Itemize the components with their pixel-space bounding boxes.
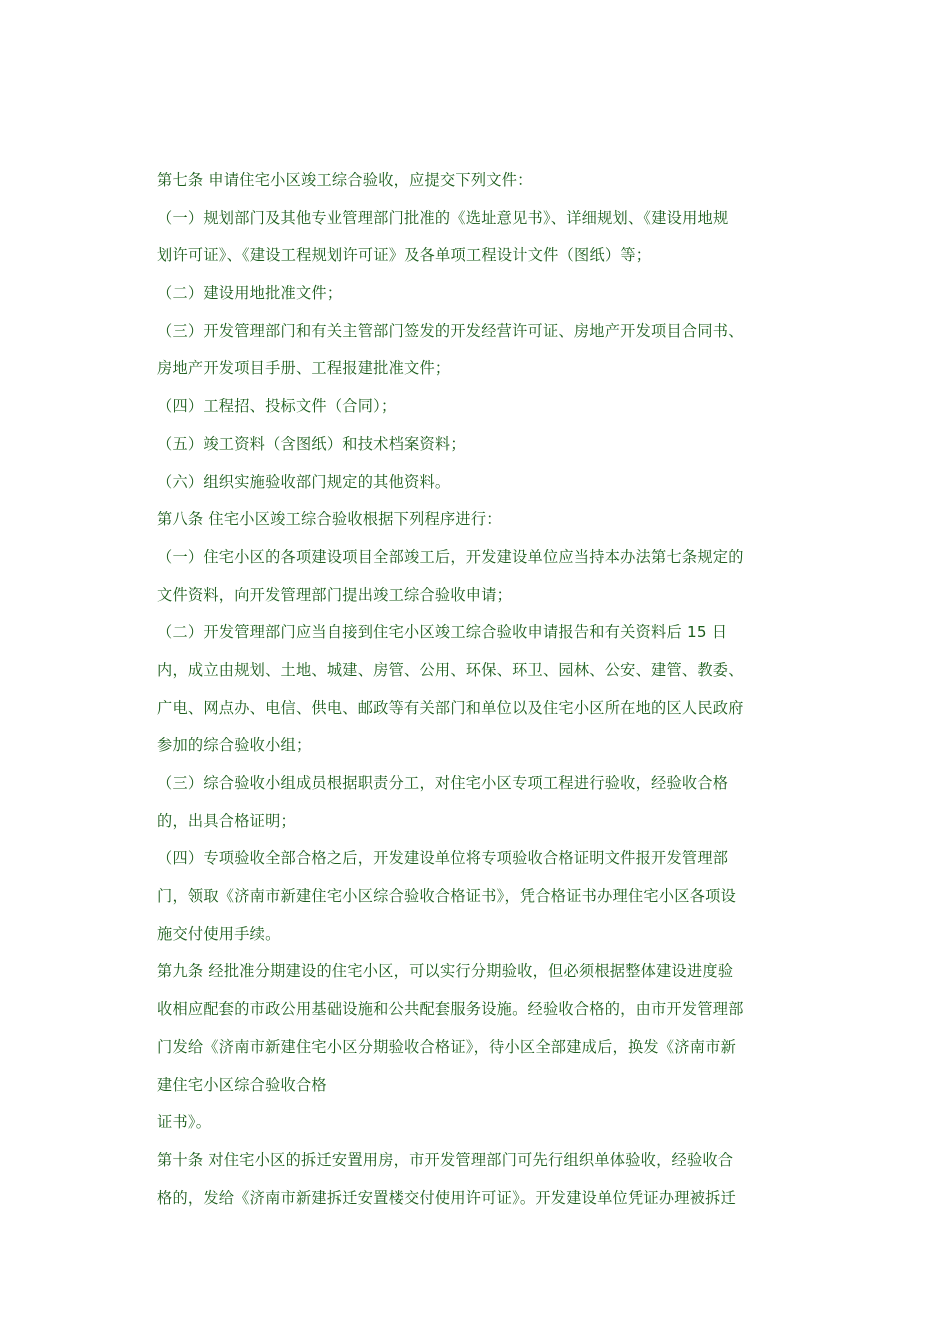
- article-7-item-4: （四）工程招、投标文件（合同）；: [157, 397, 397, 416]
- article-9-line-5: 证书》。: [157, 1113, 212, 1132]
- document-body: [157, 166, 797, 1221]
- article-7-item-3-line-2: 房地产开发项目手册、工程报建批准文件；: [157, 359, 451, 378]
- article-8-heading: 第八条 住宅小区竣工综合验收根据下列程序进行：: [157, 510, 502, 529]
- article-7-item-1-line-2: 划许可证》、《建设工程规划许可证》及各单项工程设计文件（图纸）等；: [157, 246, 652, 265]
- article-7-item-2: （二）建设用地批准文件；: [157, 284, 343, 303]
- article-7-item-1-line-1: （一）规划部门及其他专业管理部门批准的《选址意见书》、详细规划、《建设用地规: [157, 208, 729, 227]
- article-10-line-2: 格的，发给《济南市新建拆迁安置楼交付使用许可证》。开发建设单位凭证办理被拆迁: [157, 1188, 737, 1207]
- article-9-line-1: 第九条 经批准分期建设的住宅小区，可以实行分期验收，但必须根据整体建设进度验: [157, 962, 734, 981]
- article-8-item-1-line-2: 文件资料，向开发管理部门提出竣工综合验收申请；: [157, 585, 513, 604]
- article-8-item-3-line-1: （三）综合验收小组成员根据职责分工，对住宅小区专项工程进行验收，经验收合格: [157, 774, 729, 792]
- article-7-item-3-line-1: （三）开发管理部门和有关主管部门签发的开发经营许可证、房地产开发项目合同书、: [157, 321, 744, 340]
- article-7-item-6: （六）组织实施验收部门规定的其他资料。: [157, 472, 451, 491]
- article-8-item-2-line-4: 参加的综合验收小组；: [157, 736, 312, 755]
- article-8-item-1-line-1: （一）住宅小区的各项建设项目全部竣工后，开发建设单位应当持本办法第七条规定的: [157, 547, 744, 566]
- article-8-item-2-line-2: 内，成立由规划、土地、城建、房管、公用、环保、环卫、园林、公安、建管、教委、: [157, 660, 744, 679]
- article-8-item-4-line-3: 施交付使用手续。: [157, 924, 281, 943]
- article-8-item-4-line-2: 门，领取《济南市新建住宅小区综合验收合格证书》，凭合格证书办理住宅小区各项设: [157, 887, 737, 906]
- article-9-line-4: 建住宅小区综合验收合格: [157, 1075, 327, 1094]
- article-7-heading: 第七条 申请住宅小区竣工综合验收，应提交下列文件：: [157, 171, 533, 189]
- article-10-line-1: 第十条 对住宅小区的拆迁安置用房，市开发管理部门可先行组织单体验收，经验收合: [157, 1150, 734, 1169]
- article-8-item-3-line-2: 的，出具合格证明；: [157, 811, 296, 830]
- article-9-line-3: 门发给《济南市新建住宅小区分期验收合格证》，待小区全部建成后，换发《济南市新: [157, 1037, 737, 1056]
- article-7-item-5: （五）竣工资料（含图纸）和技术档案资料；: [157, 434, 466, 453]
- article-9-line-2: 收相应配套的市政公用基础设施和公共配套服务设施。经验收合格的，由市开发管理部: [157, 1000, 744, 1019]
- article-8-item-2-line-1: （二）开发管理部门应当自接到住宅小区竣工综合验收申请报告和有关资料后 15 日: [157, 623, 728, 642]
- article-8-item-2-line-3: 广电、网点办、电信、供电、邮政等有关部门和单位以及住宅小区所在地的区人民政府: [157, 698, 744, 717]
- article-8-item-4-line-1: （四）专项验收全部合格之后，开发建设单位将专项验收合格证明文件报开发管理部: [157, 849, 729, 868]
